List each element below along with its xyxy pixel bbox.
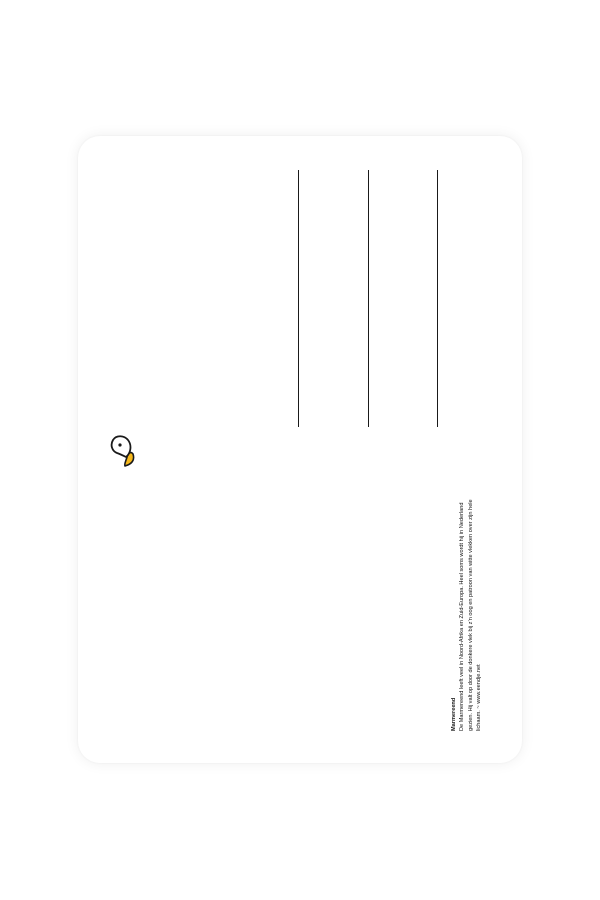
species-title: Marmereend bbox=[451, 697, 457, 731]
species-description-text: De Marmereend leeft veel in Noord-Afrika en Zuid-Europa. Heel soms wordt hij in Nederland gezien. Hij valt op door de donkere vlek bij z’n oog en patroon van witte vlekken over zijn hele lichaam. ~ www.eendje.net bbox=[459, 499, 483, 731]
address-line bbox=[298, 170, 299, 427]
address-line bbox=[437, 170, 438, 427]
duck-logo-icon bbox=[110, 434, 138, 468]
head-shape bbox=[112, 436, 131, 457]
species-description bbox=[450, 495, 484, 731]
address-line bbox=[368, 170, 369, 427]
duck-head-icon bbox=[110, 434, 138, 468]
eye-dot bbox=[118, 443, 121, 446]
postcard-back bbox=[78, 136, 522, 763]
